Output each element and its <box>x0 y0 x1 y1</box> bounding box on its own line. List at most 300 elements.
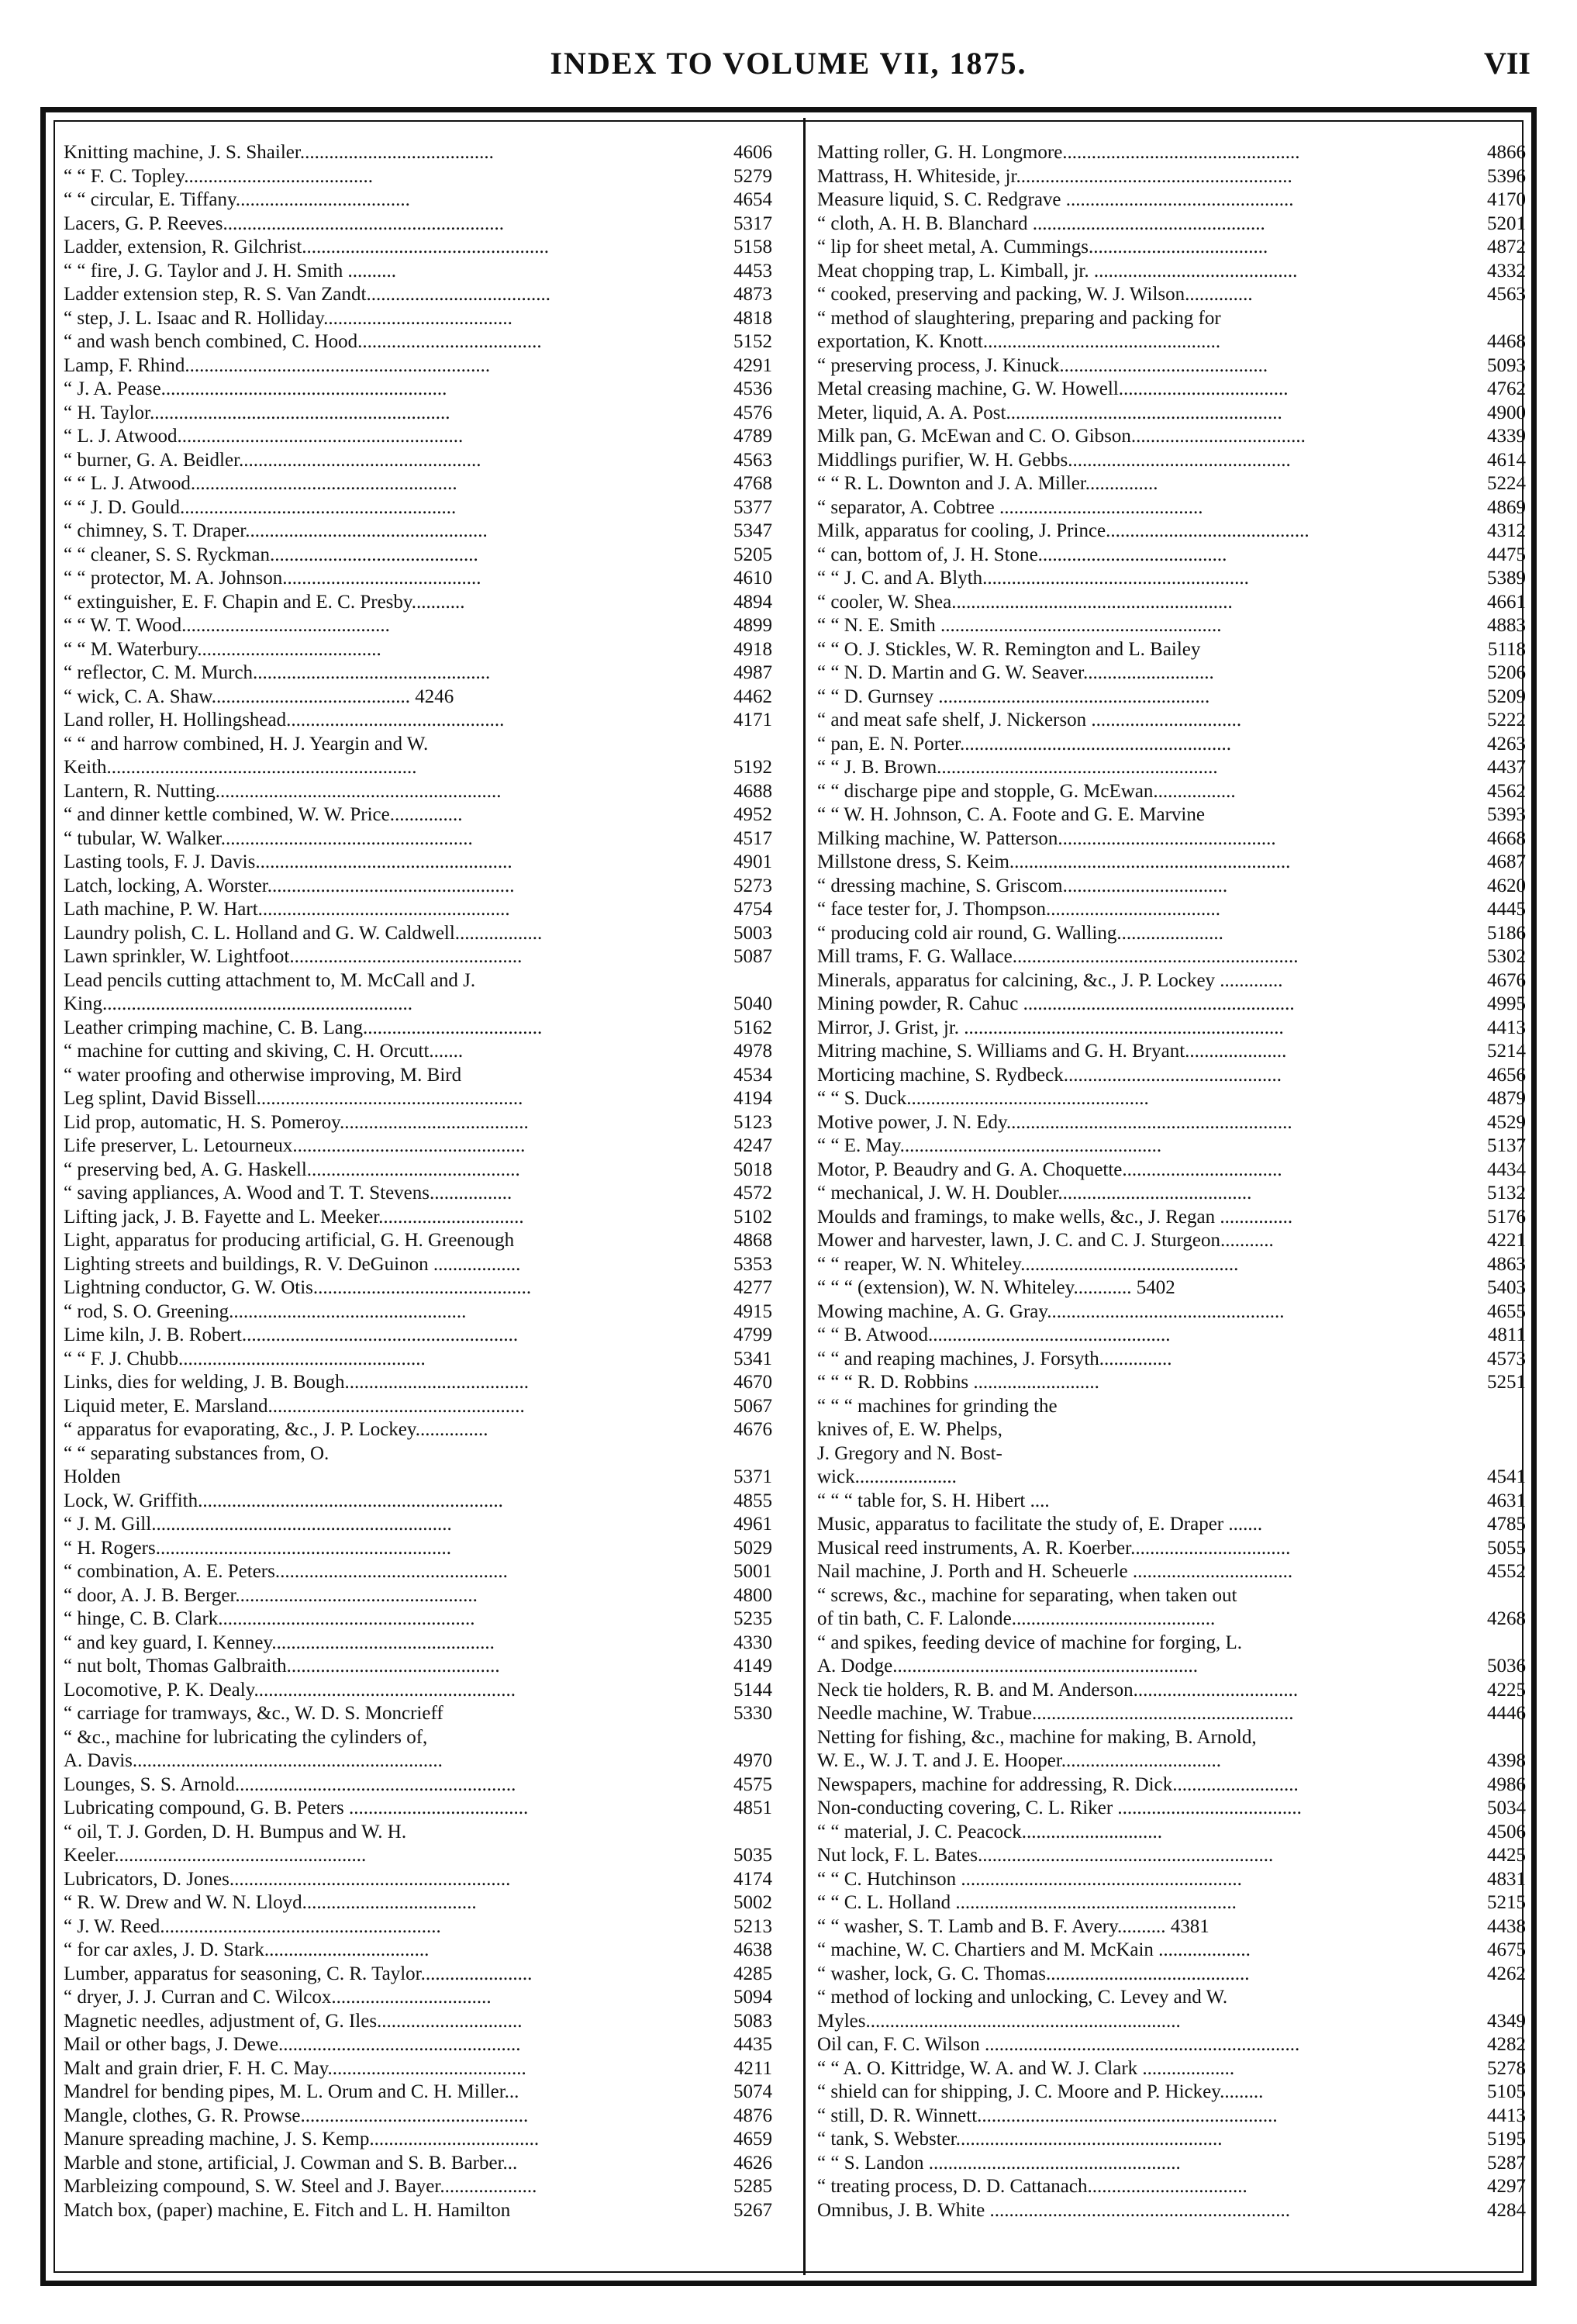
entry-text: “ cooked, preserving and packing, W. J. Wilson.............. <box>817 284 1253 305</box>
index-entry <box>64 1253 772 1277</box>
index-column-left <box>64 141 772 2222</box>
index-entry <box>64 354 772 378</box>
entry-number: 5347 <box>733 520 772 541</box>
entry-number: 4687 <box>1487 851 1526 872</box>
entry-text: “ R. W. Drew and W. N. Lloyd.................................... <box>64 1892 477 1913</box>
entry-number: 4563 <box>733 449 772 471</box>
entry-text: “ can, bottom of, J. H. Stone....................................... <box>817 544 1227 565</box>
entry-text: “ “ N. D. Martin and G. W. Seaver........................... <box>817 662 1214 683</box>
index-entry <box>817 803 1526 827</box>
entry-number: 4873 <box>733 284 772 305</box>
entry-text: Millstone dress, S. Keim.......................................................... <box>817 851 1291 872</box>
entry-text: “ J. A. Pease........................................................... <box>64 378 447 399</box>
entry-number: 5214 <box>1487 1041 1526 1062</box>
entry-text: “ separator, A. Cobtree .......................................... <box>817 496 1203 518</box>
entry-number: 5144 <box>733 1679 772 1701</box>
index-entry <box>817 1821 1526 1845</box>
entry-number: 4339 <box>1487 426 1526 447</box>
index-entry <box>817 780 1526 804</box>
entry-text: Laundry polish, C. L. Holland and G. W. Caldwell.................. <box>64 922 543 944</box>
index-entry <box>817 1348 1526 1372</box>
index-entry <box>64 591 772 615</box>
index-entry <box>817 1679 1526 1703</box>
index-entry <box>817 2033 1526 2057</box>
entry-text: “ “ O. J. Stickles, W. R. Remington and L. Bailey <box>817 638 1201 660</box>
entry-number: 5132 <box>1487 1183 1526 1203</box>
index-entry <box>817 1490 1526 1514</box>
entry-text: Ladder extension step, R. S. Van Zandt...................................... <box>64 284 550 305</box>
entry-text: “ oil, T. J. Gorden, D. H. Bumpus and W. H. <box>64 1821 407 1842</box>
index-entry <box>817 520 1526 544</box>
entry-text: Match box, (paper) machine, E. Fitch and L. H. Hamilton <box>64 2199 511 2221</box>
index-entry <box>64 378 772 402</box>
entry-text: “ “ J. B. Brown.......................................................... <box>817 757 1218 778</box>
entry-number: 4262 <box>1487 1963 1526 1984</box>
entry-number: 4506 <box>1487 1821 1526 1842</box>
index-entry <box>64 141 772 165</box>
index-entry <box>817 1442 1526 1466</box>
entry-text: “ lip for sheet metal, A. Cummings..................................... <box>817 237 1268 257</box>
entry-number: 4866 <box>1487 142 1526 163</box>
entry-text: “ “ “ R. D. Robbins .......................... <box>817 1372 1099 1393</box>
entry-number: 4872 <box>1487 237 1526 257</box>
entry-text: “ method of locking and unlocking, C. Levey and W. <box>817 1987 1228 2008</box>
index-entry <box>817 402 1526 426</box>
entry-number: 5152 <box>733 331 772 352</box>
entry-text: Lock, W. Griffith............................................................... <box>64 1490 503 1511</box>
entry-number: 4654 <box>733 189 772 210</box>
entry-number: 5341 <box>733 1348 772 1369</box>
index-entry <box>64 1679 772 1703</box>
index-entry <box>817 733 1526 757</box>
entry-text: knives of, E. W. Phelps, <box>817 1419 1002 1440</box>
entry-text: “ “ A. O. Kittridge, W. A. and W. J. Clark ................... <box>817 2057 1235 2079</box>
entry-number: 4831 <box>1487 1868 1526 1890</box>
entry-text: “ “ discharge pipe and stopple, G. McEwan................. <box>817 780 1236 802</box>
entry-text: “ tubular, W. Walker.................................................... <box>64 827 473 849</box>
index-entry <box>64 1821 772 1845</box>
index-entry <box>64 803 772 827</box>
entry-text: King................................................................ <box>64 993 412 1014</box>
entry-number: 4818 <box>733 307 772 329</box>
entry-text: Middlings purifier, W. H. Gebbs.............................................. <box>817 449 1291 471</box>
entry-number: 4879 <box>1487 1088 1526 1109</box>
entry-number: 5267 <box>733 2199 772 2221</box>
entry-text: Lighting streets and buildings, R. V. DeGuinon .................. <box>64 1253 521 1275</box>
index-entry <box>817 993 1526 1017</box>
entry-text: exportation, K. Knott................................................. <box>817 331 1221 352</box>
index-entry <box>817 1040 1526 1064</box>
entry-number: 5036 <box>1487 1656 1526 1677</box>
entry-text: “ face tester for, J. Thompson.................................... <box>817 899 1220 920</box>
index-entry <box>817 1702 1526 1726</box>
entry-text: “ “ “ (extension), W. N. Whiteley............ 5402 <box>817 1277 1175 1298</box>
index-entry <box>817 2152 1526 2176</box>
index-entry <box>817 875 1526 899</box>
entry-number: 4438 <box>1487 1915 1526 1937</box>
entry-text: Lifting jack, J. B. Fayette and L. Meeker.............................. <box>64 1206 524 1228</box>
entry-text: “ “ protector, M. A. Johnson......................................... <box>64 568 481 589</box>
entry-number: 4291 <box>733 354 772 376</box>
entry-number: 4610 <box>733 568 772 589</box>
index-entry <box>64 1206 772 1230</box>
entry-number: 5105 <box>1487 2081 1526 2102</box>
entry-text: “ “ D. Gurnsey ........................................................ <box>817 685 1210 707</box>
entry-text: “ door, A. J. B. Berger.................................................. <box>64 1584 478 1606</box>
entry-number: 4631 <box>1487 1490 1526 1511</box>
entry-number: 4894 <box>733 591 772 613</box>
index-entry <box>64 898 772 922</box>
entry-number: 4676 <box>733 1419 772 1440</box>
entry-number: 5317 <box>733 212 772 234</box>
entry-number: 4668 <box>1487 827 1526 849</box>
entry-text: “ rod, S. O. Greening................................................. <box>64 1300 467 1322</box>
entry-number: 5278 <box>1487 2057 1526 2079</box>
entry-text: Neck tie holders, R. B. and M. Anderson.................................. <box>817 1679 1299 1701</box>
entry-text: “ “ washer, S. T. Lamb and B. F. Avery.......... 4381 <box>817 1915 1209 1937</box>
entry-text: “ step, J. L. Isaac and R. Holliday....................................... <box>64 307 512 329</box>
entry-number: 4563 <box>1487 284 1526 305</box>
entry-text: Mattrass, H. Whiteside, jr......................................................... <box>817 165 1292 187</box>
entry-number: 5040 <box>733 993 772 1014</box>
entry-number: 5302 <box>1487 946 1526 967</box>
entry-text: “ “ M. Waterbury...................................... <box>64 638 381 660</box>
entry-number: 5074 <box>733 2081 772 2102</box>
entry-number: 4868 <box>733 1230 772 1251</box>
entry-number: 5235 <box>733 1608 772 1629</box>
entry-number: 4754 <box>733 899 772 920</box>
index-entry <box>817 425 1526 449</box>
entry-number: 4263 <box>1487 733 1526 755</box>
index-entry <box>817 212 1526 237</box>
index-entry <box>817 1986 1526 2010</box>
entry-number: 4221 <box>1487 1230 1526 1251</box>
entry-number: 5201 <box>1487 212 1526 234</box>
entry-text: Mower and harvester, lawn, J. C. and C. J. Sturgeon........... <box>817 1230 1274 1251</box>
index-entry <box>817 614 1526 638</box>
index-column-right <box>817 141 1526 2222</box>
entry-text: “ pan, E. N. Porter........................................................ <box>817 733 1231 755</box>
entry-text: Mowing machine, A. G. Gray................................................. <box>817 1300 1285 1322</box>
entry-number: 5018 <box>733 1159 772 1180</box>
entry-number: 4883 <box>1487 615 1526 636</box>
entry-number: 4445 <box>1487 899 1526 920</box>
entry-text: “ and meat safe shelf, J. Nickerson ............................... <box>817 710 1242 730</box>
entry-text: “ machine, W. C. Chartiers and M. McKain ................... <box>817 1939 1251 1960</box>
index-entry <box>64 1986 772 2010</box>
entry-number: 4656 <box>1487 1064 1526 1086</box>
entry-text: “ method of slaughtering, preparing and packing for <box>817 307 1221 329</box>
entry-number: 4626 <box>733 2152 772 2174</box>
index-entry <box>817 1797 1526 1821</box>
entry-number: 5403 <box>1487 1277 1526 1298</box>
entry-text: of tin bath, C. F. Lalonde.......................................... <box>817 1608 1216 1629</box>
entry-text: “ washer, lock, G. C. Thomas.......................................... <box>817 1963 1250 1984</box>
index-entry <box>64 993 772 1017</box>
entry-number: 5213 <box>733 1915 772 1937</box>
entry-number: 4869 <box>1487 496 1526 518</box>
entry-text: “ “ “ machines for grinding the <box>817 1395 1058 1417</box>
entry-number: 4659 <box>733 2129 772 2150</box>
entry-text: “ “ “ table for, S. H. Hibert .... <box>817 1490 1050 1511</box>
entry-number: 4536 <box>733 378 772 399</box>
entry-number: 4918 <box>733 638 772 660</box>
entry-number: 5393 <box>1487 804 1526 825</box>
entry-number: 5162 <box>733 1017 772 1038</box>
entry-text: Leg splint, David Bissell....................................................... <box>64 1088 523 1109</box>
index-entry <box>817 1324 1526 1348</box>
index-entry <box>64 165 772 189</box>
entry-number: 5192 <box>733 757 772 778</box>
entry-text: Milk, apparatus for cooling, J. Prince.......................................... <box>817 520 1310 541</box>
entry-text: Needle machine, W. Trabue...................................................... <box>817 1703 1294 1724</box>
index-entry <box>64 2199 772 2223</box>
entry-number: 4614 <box>1487 449 1526 471</box>
index-entry <box>64 1442 772 1466</box>
index-entry <box>64 1466 772 1490</box>
entry-text: Mill trams, F. G. Wallace........................................................... <box>817 946 1299 967</box>
entry-text: Leather crimping machine, C. B. Lang..................................... <box>64 1017 543 1038</box>
entry-number: 4425 <box>1487 1845 1526 1866</box>
entry-text: “ water proofing and otherwise improving, M. Bird <box>64 1064 462 1086</box>
entry-text: A. Davis................................................................ <box>64 1750 443 1771</box>
entry-number: 4534 <box>733 1064 772 1086</box>
entry-text: Manure spreading machine, J. S. Kemp................................... <box>64 2129 540 2150</box>
entry-text: “ cloth, A. H. B. Blanchard ................................................ <box>817 212 1265 234</box>
entry-text: “ and dinner kettle combined, W. W. Price............... <box>64 804 463 825</box>
index-entry <box>817 1773 1526 1797</box>
entry-number: 4211 <box>733 2057 772 2079</box>
entry-number: 4995 <box>1487 993 1526 1014</box>
entry-number: 4901 <box>733 851 772 872</box>
index-entry <box>817 661 1526 685</box>
index-entry <box>817 1915 1526 1939</box>
index-entry <box>817 1939 1526 1963</box>
index-entry <box>64 330 772 354</box>
entry-text: Newspapers, machine for addressing, R. Dick.......................... <box>817 1773 1299 1795</box>
index-entry <box>817 1418 1526 1442</box>
index-entry <box>64 260 772 284</box>
entry-text: “ and wash bench combined, C. Hood...................................... <box>64 331 542 352</box>
entry-number: 4349 <box>1487 2010 1526 2032</box>
entry-number: 4915 <box>733 1300 772 1322</box>
index-entry <box>64 1868 772 1892</box>
entry-number: 4675 <box>1487 1939 1526 1960</box>
index-entry <box>817 685 1526 710</box>
entry-text: “ combination, A. E. Peters................................................ <box>64 1561 508 1582</box>
index-entry <box>64 1111 772 1135</box>
index-entry <box>817 283 1526 307</box>
entry-number: 4961 <box>733 1514 772 1535</box>
index-entry <box>64 922 772 946</box>
entry-text: Motive power, J. N. Edy........................................................... <box>817 1111 1292 1133</box>
index-entry <box>817 472 1526 496</box>
entry-number: 5209 <box>1487 685 1526 707</box>
entry-text: “ preserving process, J. Kinuck........................................... <box>817 354 1268 376</box>
entry-number: 4194 <box>733 1088 772 1109</box>
index-entry <box>64 2010 772 2034</box>
index-entry <box>817 307 1526 331</box>
entry-text: Magnetic needles, adjustment of, G. Iles.............................. <box>64 2010 523 2032</box>
index-entry <box>817 1159 1526 1183</box>
index-entry <box>64 851 772 875</box>
entry-number: 4247 <box>733 1135 772 1156</box>
index-entry <box>64 212 772 237</box>
index-entry <box>817 756 1526 780</box>
entry-number: 5377 <box>733 496 772 518</box>
entry-text: Holden <box>64 1466 121 1487</box>
entry-text: “ H. Rogers............................................................. <box>64 1537 451 1559</box>
entry-text: Land roller, H. Hollingshead............................................. <box>64 710 505 730</box>
entry-number: 4987 <box>733 662 772 683</box>
index-entry <box>817 898 1526 922</box>
entry-text: “ apparatus for evaporating, &c., J. P. Lockey............... <box>64 1419 488 1440</box>
entry-text: “ and spikes, feeding device of machine for forging, L. <box>817 1632 1242 1653</box>
entry-number: 5353 <box>733 1253 772 1275</box>
index-entry <box>64 1324 772 1348</box>
index-entry <box>817 1466 1526 1490</box>
index-entry <box>64 1797 772 1821</box>
index-entry <box>64 449 772 473</box>
entry-text: “ “ material, J. C. Peacock............................. <box>817 1821 1163 1842</box>
index-entry <box>817 591 1526 615</box>
entry-text: Meter, liquid, A. A. Post......................................................... <box>817 402 1282 423</box>
entry-text: “ “ N. E. Smith .......................................................... <box>817 615 1222 636</box>
entry-text: Links, dies for welding, J. B. Bough...................................... <box>64 1372 529 1393</box>
index-entry <box>64 283 772 307</box>
entry-text: “ “ F. C. Topley....................................... <box>64 165 374 187</box>
index-entry <box>64 2033 772 2057</box>
index-entry <box>817 567 1526 591</box>
entry-number: 5029 <box>733 1537 772 1559</box>
index-entry <box>817 969 1526 993</box>
index-entry <box>817 1229 1526 1253</box>
entry-text: J. Gregory and N. Bost- <box>817 1442 1002 1464</box>
entry-number: 4529 <box>1487 1111 1526 1133</box>
index-entry <box>64 307 772 331</box>
index-entry <box>817 1868 1526 1892</box>
entry-text: Milking machine, W. Patterson............................................. <box>817 827 1276 849</box>
index-entry <box>64 567 772 591</box>
entry-text: “ J. W. Reed.......................................................... <box>64 1915 441 1937</box>
entry-number: 4661 <box>1487 591 1526 613</box>
index-entry <box>817 1300 1526 1324</box>
index-entry <box>64 685 772 710</box>
entry-number: 4552 <box>1487 1561 1526 1582</box>
index-entry <box>64 661 772 685</box>
index-entry <box>817 1891 1526 1915</box>
index-entry <box>817 1749 1526 1773</box>
entry-number: 5035 <box>733 1845 772 1866</box>
index-entry <box>64 1064 772 1088</box>
index-entry <box>64 945 772 969</box>
index-entry <box>817 1276 1526 1300</box>
index-entry <box>64 1963 772 1987</box>
entry-number: 4811 <box>1487 1324 1526 1345</box>
entry-number: 4332 <box>1487 260 1526 281</box>
index-entry <box>64 2128 772 2152</box>
entry-number: 5371 <box>733 1466 772 1487</box>
entry-number: 4899 <box>733 615 772 636</box>
entry-text: “ “ separating substances from, O. <box>64 1442 330 1464</box>
index-entry <box>817 1017 1526 1041</box>
entry-number: 5285 <box>733 2176 772 2197</box>
index-entry <box>817 1632 1526 1656</box>
entry-text: Moulds and framings, to make wells, &c., J. Regan ............... <box>817 1206 1293 1228</box>
entry-text: Malt and grain drier, F. H. C. May......................................... <box>64 2057 526 2079</box>
index-entry <box>817 1655 1526 1679</box>
entry-text: “ “ W. T. Wood........................................... <box>64 615 390 636</box>
entry-text: Minerals, apparatus for calcining, &c., J. P. Lockey ............. <box>817 969 1283 991</box>
entry-number: 4174 <box>733 1868 772 1890</box>
entry-number: 5137 <box>1487 1135 1526 1156</box>
entry-text: Mitring machine, S. Williams and G. H. Bryant..................... <box>817 1041 1287 1062</box>
entry-text: Lubricators, D. Jones.......................................................... <box>64 1868 511 1890</box>
index-entry <box>817 1134 1526 1159</box>
entry-number: 4268 <box>1487 1608 1526 1629</box>
entry-number: 4876 <box>733 2105 772 2126</box>
entry-text: Lath machine, P. W. Hart.................................................... <box>64 899 510 920</box>
entry-number: 4437 <box>1487 757 1526 778</box>
entry-number: 5222 <box>1487 710 1526 730</box>
entry-text: “ J. M. Gill.............................................................. <box>64 1514 452 1535</box>
index-entry <box>817 1371 1526 1395</box>
entry-number: 4606 <box>733 142 772 163</box>
index-entry <box>64 827 772 851</box>
index-entry <box>817 1560 1526 1584</box>
entry-text: Matting roller, G. H. Longmore................................................. <box>817 142 1300 163</box>
entry-number: 5273 <box>733 875 772 896</box>
index-entry <box>64 1513 772 1537</box>
entry-text: Marble and stone, artificial, J. Cowman and S. B. Barber... <box>64 2152 518 2174</box>
entry-number: 4434 <box>1487 1159 1526 1180</box>
entry-text: “ hinge, C. B. Clark..................................................... <box>64 1608 475 1629</box>
index-entry <box>64 1749 772 1773</box>
index-entry <box>64 1702 772 1726</box>
index-entry <box>64 1490 772 1514</box>
entry-text: Netting for fishing, &c., machine for making, B. Arnold, <box>817 1726 1257 1748</box>
index-entry <box>817 2175 1526 2199</box>
entry-number: 4225 <box>1487 1679 1526 1701</box>
index-entry <box>817 544 1526 568</box>
entry-text: “ extinguisher, E. F. Chapin and E. C. Presby........... <box>64 591 465 613</box>
entry-text: “ “ cleaner, S. S. Ryckman........................................... <box>64 544 478 565</box>
entry-text: Lubricating compound, G. B. Peters ..................................... <box>64 1797 529 1818</box>
index-entry <box>817 1537 1526 1561</box>
entry-number: 4670 <box>733 1372 772 1393</box>
entry-number: 5389 <box>1487 568 1526 589</box>
entry-text: “ treating process, D. D. Cattanach................................. <box>817 2176 1247 2197</box>
index-entry <box>817 165 1526 189</box>
entry-number: 5002 <box>733 1892 772 1913</box>
entry-number: 5205 <box>733 544 772 565</box>
entry-text: Lounges, S. S. Arnold.......................................................... <box>64 1773 516 1795</box>
index-entry <box>64 875 772 899</box>
entry-text: “ still, D. R. Winnett.............................................................. <box>817 2105 1278 2126</box>
entry-number: 5330 <box>733 1703 772 1724</box>
entry-text: “ machine for cutting and skiving, C. H. Orcutt....... <box>64 1041 464 1062</box>
index-entry <box>64 2057 772 2081</box>
entry-number: 5055 <box>1487 1537 1526 1559</box>
entry-text: Lime kiln, J. B. Robert......................................................... <box>64 1324 519 1345</box>
entry-number: 4453 <box>733 260 772 281</box>
entry-number: 5186 <box>1487 922 1526 944</box>
entry-number: 5087 <box>733 946 772 967</box>
entry-number: 4799 <box>733 1324 772 1345</box>
entry-number: 4676 <box>1487 969 1526 991</box>
entry-text: Morticing machine, S. Rydbeck............................................. <box>817 1064 1282 1086</box>
index-entry <box>817 260 1526 284</box>
